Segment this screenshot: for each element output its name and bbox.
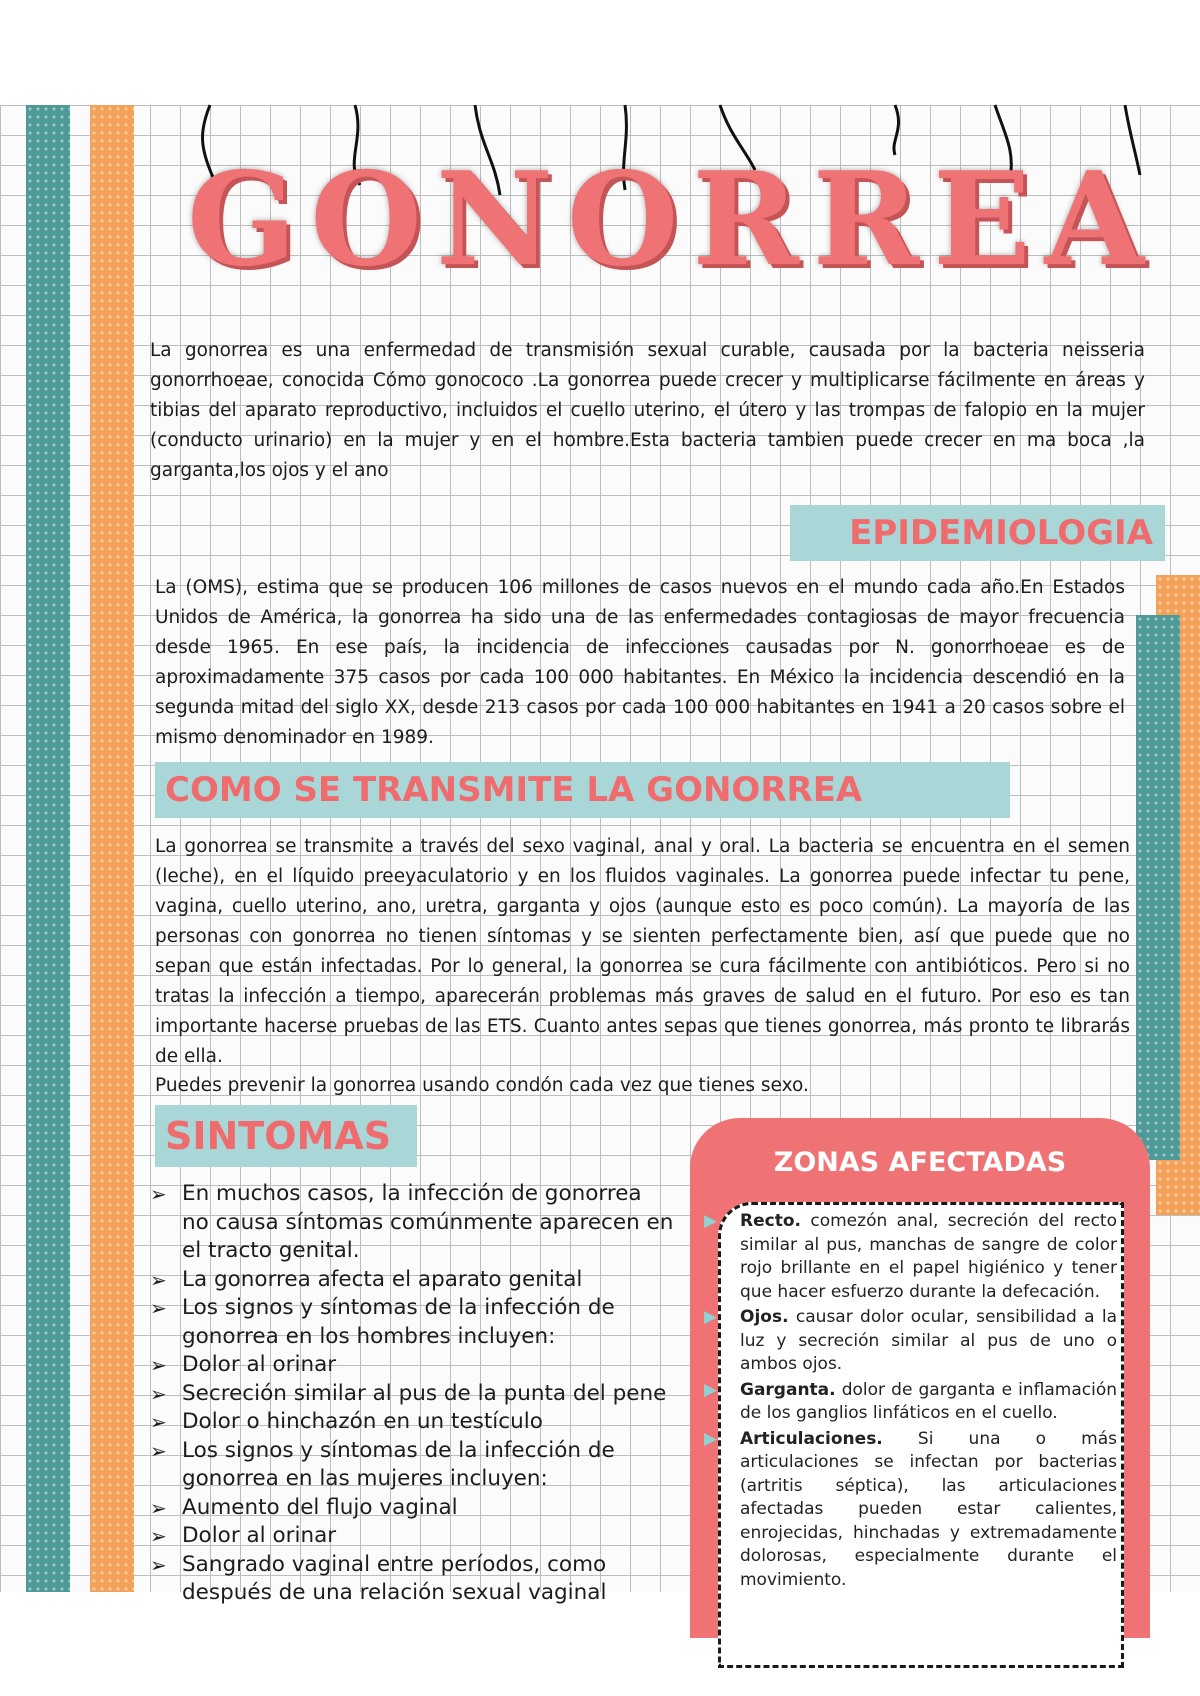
zone-item — [704, 1210, 1117, 1304]
epidemiology-heading — [790, 505, 1165, 561]
symptoms-heading — [155, 1105, 417, 1167]
prevention-paragraph: Puedes prevenir la gonorrea usando condón cada vez que tienes sexo. — [155, 1075, 809, 1096]
arrowhead-bullet-icon: ➢ — [150, 1267, 167, 1292]
title-area — [150, 100, 1195, 300]
left-orange-strip — [90, 105, 134, 1592]
arrowhead-bullet-icon: ➢ — [150, 1552, 167, 1577]
zone-name: Garganta. — [740, 1379, 836, 1400]
symptom-item — [150, 1180, 675, 1266]
zone-name: Recto. — [740, 1211, 801, 1231]
arrowhead-bullet-icon: ➢ — [150, 1495, 167, 1520]
symptom-text: La gonorrea afecta el aparato genital — [182, 1266, 583, 1292]
page-title: GONORREA — [187, 145, 1158, 295]
transmission-heading — [155, 762, 1010, 818]
zone-item — [704, 1379, 1117, 1426]
symptom-item — [150, 1437, 675, 1494]
symptom-item — [150, 1294, 675, 1351]
triangle-bullet-icon: ▶ — [704, 1307, 718, 1327]
symptom-item — [150, 1351, 675, 1380]
transmission-paragraph: La gonorrea se transmite a través del sexo vaginal, anal y oral. La bacteria se encuentra en el semen (leche), en el líquido preeyaculatorio y en los fluidos vaginales. La gonorrea puede infectar tu pene, vagina, cuello uterino, ano, uretra, garganta y ojos (aunque esto es poco común). La mayoría de las personas con gonorrea no tienen síntomas y se sienten perfectamente bien, así que puede que no sepan que están infectadas. Por lo general, la gonorrea se cura fácilmente con antibióticos. Pero si no tratas la infección a tiempo, aparecerán problemas más graves de salud en el futuro. Por eso es tan importante hacerse pruebas de las ETS. Cuanto antes sepas que tienes gonorrea, más pronto te librarás de ella. — [155, 836, 1130, 1067]
zones-heading: ZONAS AFECTADAS — [773, 1147, 1067, 1178]
intro-paragraph: La gonorrea es una enfermedad de transmisión sexual curable, causada por la bacteria neisseria gonorrhoeae, conocida Cómo gonococo .La gonorrea puede crecer y multiplicarse fácilmente en áreas y tibias del aparato reproductivo, incluidos el cuello uterino, el útero y las trompas de falopio en la mujer (conducto urinario) en la mujer y en el hombre.Esta bacteria tambien puede crecer en ma boca ,la garganta,los ojos y el ano — [150, 340, 1145, 481]
zone-name: Ojos. — [740, 1307, 789, 1327]
right-teal-strip — [1136, 615, 1180, 1160]
zones-list — [704, 1210, 1118, 1594]
arrowhead-bullet-icon: ➢ — [150, 1296, 167, 1320]
symptom-item — [150, 1266, 675, 1295]
zone-description: causar dolor ocular, sensibilidad a la luz y secreción similar al pus de uno o ambos ojos. — [740, 1307, 1118, 1374]
arrowhead-bullet-icon: ➢ — [150, 1410, 167, 1434]
triangle-bullet-icon: ▶ — [704, 1379, 718, 1400]
zone-description: dolor de garganta e inflamación de los ganglios linfáticos en el cuello. — [740, 1379, 1117, 1423]
symptom-text: Sangrado vaginal entre períodos, como después de una relación sexual vaginal — [182, 1551, 607, 1605]
symptom-text: Dolor o hinchazón en un testículo — [182, 1409, 543, 1434]
symptom-text: En muchos casos, la infección de gonorrea no causa síntomas comúnmente aparecen en el tracto genital. — [182, 1181, 674, 1263]
arrowhead-bullet-icon: ➢ — [150, 1182, 167, 1206]
triangle-bullet-icon: ▶ — [704, 1428, 718, 1449]
left-teal-strip — [26, 105, 70, 1592]
arrowhead-bullet-icon: ➢ — [150, 1524, 167, 1548]
symptom-text: Dolor al orinar — [182, 1352, 337, 1377]
symptom-text: Los signos y síntomas de la infección de gonorrea en las mujeres incluyen: — [182, 1437, 615, 1491]
symptoms-list — [150, 1180, 675, 1608]
symptom-item — [150, 1494, 675, 1523]
zone-name: Articulaciones. — [740, 1428, 883, 1449]
zone-item — [704, 1428, 1118, 1593]
symptom-item — [150, 1408, 675, 1437]
symptoms-heading-text: SINTOMAS — [165, 1114, 392, 1158]
zone-item — [704, 1306, 1118, 1377]
transmission-heading-text: COMO SE TRANSMITE LA GONORREA — [165, 770, 863, 810]
arrowhead-bullet-icon: ➢ — [150, 1353, 167, 1377]
zone-description: Si una o más articulaciones se infectan por bacterias (artritis séptica), las articulaciones afectadas pueden estar calientes, enrojecidas, hinchadas y extremadamente dolorosas, especialmente durante el movimiento. — [740, 1428, 1118, 1590]
zone-description: comezón anal, secreción del recto similar al pus, manchas de sangre de color rojo brillante en el papel higiénico y tener que hacer esfuerzo durante la defecación. — [740, 1211, 1117, 1302]
arrowhead-bullet-icon: ➢ — [150, 1438, 167, 1463]
triangle-bullet-icon: ▶ — [704, 1211, 718, 1231]
symptom-item — [150, 1551, 675, 1608]
epidemiology-heading-text: EPIDEMIOLOGIA — [849, 513, 1153, 553]
symptom-text: Los signos y síntomas de la infección de gonorrea en los hombres incluyen: — [182, 1295, 615, 1349]
epidemiology-paragraph: La (OMS), estima que se producen 106 millones de casos nuevos en el mundo cada año.En Estados Unidos de América, la gonorrea ha sido una de las enfermedades contagiosas de mayor frecuencia desde 1965. En ese país, la incidencia de infecciones causadas por N. gonorrhoeae es de aproximadamente 375 casos por cada 100 000 habitantes. En México la incidencia descendió en la segunda mitad del siglo XX, desde 213 casos por cada 100 000 habitantes en 1941 a 20 casos sobre el mismo denominador en 1989. — [155, 577, 1125, 748]
symptom-item — [150, 1380, 675, 1409]
symptom-text: Dolor al orinar — [182, 1523, 337, 1548]
symptom-text: Secreción similar al pus de la punta del pene — [182, 1380, 667, 1406]
symptom-text: Aumento del flujo vaginal — [182, 1494, 458, 1520]
arrowhead-bullet-icon: ➢ — [150, 1381, 167, 1406]
symptom-item — [150, 1522, 675, 1551]
